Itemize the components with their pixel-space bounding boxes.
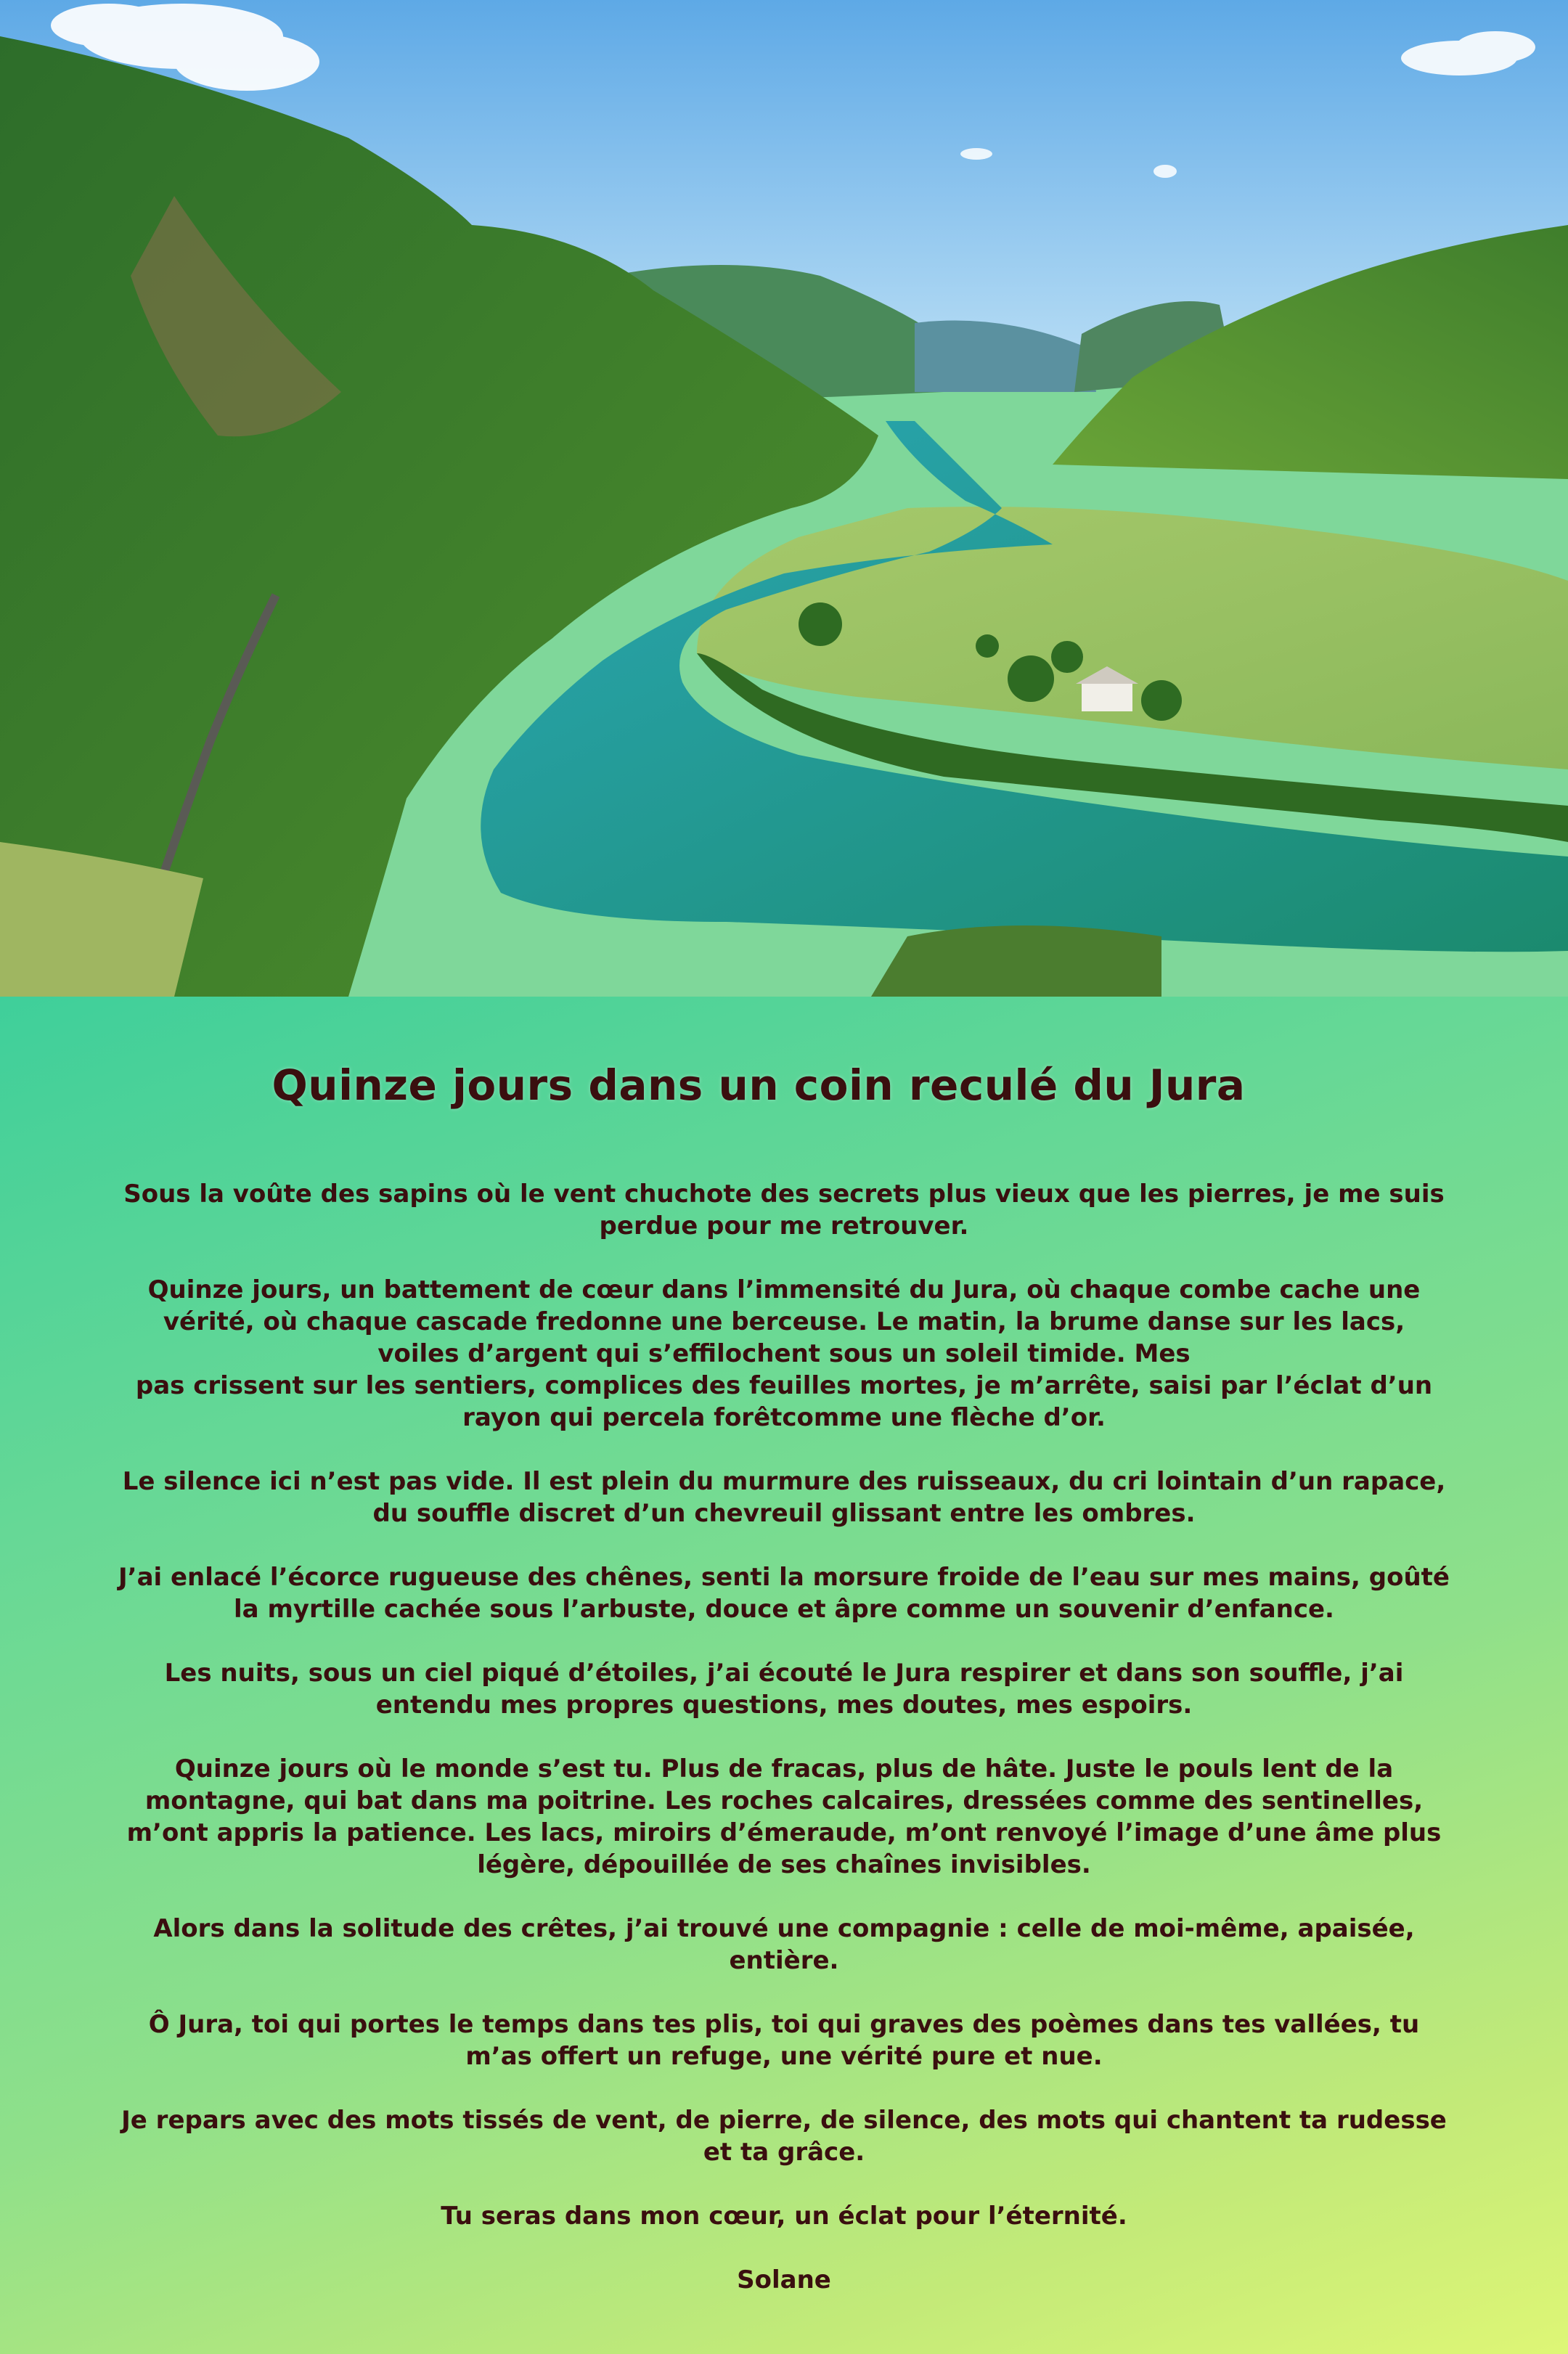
stanza — [109, 2008, 1459, 2072]
poem-line: Sous la voûte des sapins où le vent chuchote des secrets plus vieux que les pierres, je me suis — [123, 1180, 1445, 1209]
poem-line: Tu seras dans mon cœur, un éclat pour l’éternité. — [441, 2202, 1127, 2231]
poem-line: Le silence ici n’est pas vide. Il est plein du murmure des ruisseaux, du cri lointain d’un rapace, — [122, 1467, 1446, 1496]
poem-line: Quinze jours où le monde s’est tu. Plus de fracas, plus de hâte. Juste le pouls lent de la — [174, 1754, 1394, 1783]
cloud-small — [1153, 165, 1177, 178]
stanza — [109, 1561, 1459, 1625]
poem-line: m’as offert un refuge, une vérité pure et nue. — [465, 2042, 1103, 2071]
poem-line: Les nuits, sous un ciel piqué d’étoiles, j’ai écouté le Jura respirer et dans son souffle, j’ai — [164, 1659, 1404, 1688]
landscape-illustration — [0, 0, 1568, 997]
poem-title: Quinze jours dans un coin reculé du Jura — [271, 1060, 1246, 1110]
poem-line: Alors dans la solitude des crêtes, j’ai trouvé une compagnie : celle de moi-même, apaisée, — [153, 1914, 1415, 1943]
stanza — [109, 1753, 1459, 1881]
hero-landscape-photo — [0, 0, 1568, 997]
author-name: Solane — [737, 2265, 831, 2294]
signature — [109, 2264, 1459, 2296]
poem-line: voiles d’argent qui s’effilochent sous un soleil timide. Mes — [377, 1339, 1191, 1368]
poem-panel — [0, 997, 1568, 2354]
poem-line: Quinze jours, un battement de cœur dans l’immensité du Jura, où chaque combe cache une — [147, 1275, 1421, 1304]
stanza — [109, 1274, 1459, 1434]
poem-line: perdue pour me retrouver. — [599, 1211, 969, 1241]
poem-body — [109, 1178, 1459, 2328]
poem-line: et ta grâce. — [703, 2138, 865, 2167]
poem-line: J’ai enlacé l’écorce rugueuse des chênes, senti la morsure froide de l’eau sur mes mains, goûté — [118, 1563, 1450, 1592]
poem-line: pas crissent sur les sentiers, complices des feuilles mortes, je m’arrête, saisi par l’éclat d’un — [135, 1371, 1433, 1400]
stanza — [109, 1178, 1459, 1242]
poem-line: entendu mes propres questions, mes doutes, mes espoirs. — [375, 1691, 1193, 1720]
foreground-trees — [871, 925, 1161, 997]
poem-line: m’ont appris la patience. Les lacs, miroirs d’émeraude, m’ont renvoyé l’image d’une âme plus — [126, 1818, 1442, 1847]
poem-line: Je repars avec des mots tissés de vent, de pierre, de silence, des mots qui chantent ta rudesse — [121, 2106, 1447, 2135]
poem-line: rayon qui percela forêtcomme une flèche d’or. — [462, 1403, 1106, 1432]
stanza — [109, 2200, 1459, 2232]
stanza — [109, 1913, 1459, 1977]
poem-line: du souffle discret d’un chevreuil glissant entre les ombres. — [372, 1499, 1196, 1528]
poem-line: vérité, où chaque cascade fredonne une berceuse. Le matin, la brume danse sur les lacs, — [163, 1307, 1405, 1336]
poem-line: entière. — [729, 1946, 839, 1975]
poem-line: Ô Jura, toi qui portes le temps dans tes plis, toi qui graves des poèmes dans tes vallées, tu — [148, 2010, 1420, 2039]
stanza — [109, 1657, 1459, 1721]
poem-line: montagne, qui bat dans ma poitrine. Les roches calcaires, dressées comme des sentinelles, — [144, 1786, 1424, 1815]
stanza — [109, 2104, 1459, 2168]
poem-line: la myrtille cachée sous l’arbuste, douce et âpre comme un souvenir d’enfance. — [234, 1595, 1334, 1624]
poem-line: légère, dépouillée de ses chaînes invisibles. — [477, 1850, 1091, 1879]
stanza — [109, 1466, 1459, 1529]
cloud-small — [960, 148, 992, 160]
